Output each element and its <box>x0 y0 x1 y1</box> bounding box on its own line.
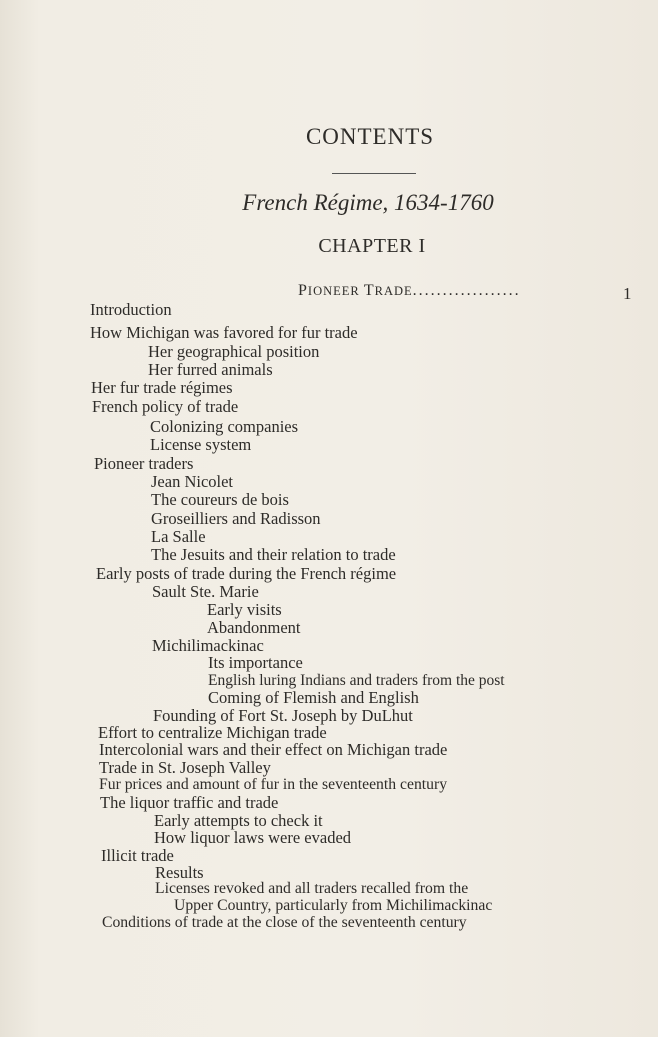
toc-entry: Conditions of trade at the close of the seventeenth century <box>102 914 467 931</box>
toc-entry: La Salle <box>151 527 206 546</box>
toc-entry: Abandonment <box>207 618 301 637</box>
heading-rule <box>332 173 416 174</box>
toc-entry: French policy of trade <box>92 397 239 416</box>
toc-entry: Founding of Fort St. Joseph by DuLhut <box>153 706 413 725</box>
toc-entry: Trade in St. Joseph Valley <box>99 758 271 777</box>
toc-entry: The liquor traffic and trade <box>100 793 279 812</box>
toc-entry: Her fur trade régimes <box>91 378 233 397</box>
toc-entry: Upper Country, particularly from Michilimackinac <box>174 897 493 914</box>
toc-entry: Her geographical position <box>148 342 320 361</box>
toc-entry: The Jesuits and their relation to trade <box>151 545 396 564</box>
toc-entry: Jean Nicolet <box>151 472 234 491</box>
toc-entry: Illicit trade <box>101 846 174 865</box>
toc-entry: Intercolonial wars and their effect on Michigan trade <box>99 740 448 759</box>
chapter-title: PIONEER TRADE.................. <box>298 282 521 299</box>
toc-entry: Results <box>155 863 204 882</box>
toc-entry: Pioneer traders <box>94 454 194 473</box>
toc-entry: Coming of Flemish and English <box>208 688 419 707</box>
contents-heading: CONTENTS <box>305 124 435 149</box>
toc-entry: Her furred animals <box>148 360 273 379</box>
toc-entry: Early visits <box>207 600 282 619</box>
toc-entry: The coureurs de bois <box>151 490 289 509</box>
toc-entry: How Michigan was favored for fur trade <box>90 323 358 342</box>
toc-entry: How liquor laws were evaded <box>154 828 352 847</box>
chapter-page-number: 1 <box>623 284 632 303</box>
toc-entry: English luring Indians and traders from the post <box>208 672 505 689</box>
toc-entry: Sault Ste. Marie <box>152 582 259 601</box>
regime-title: French Régime, 1634-1760 <box>242 190 494 215</box>
toc-entry: Its importance <box>208 653 303 672</box>
toc-entry: Fur prices and amount of fur in the seventeenth century <box>99 776 448 793</box>
toc-entry: Early attempts to check it <box>154 811 323 830</box>
toc-entry: License system <box>150 435 252 454</box>
toc-entry: Introduction <box>90 300 172 319</box>
chapter-label: CHAPTER I <box>318 235 426 257</box>
toc-entry: Groseilliers and Radisson <box>151 509 321 528</box>
toc-entry: Early posts of trade during the French régime <box>96 564 397 583</box>
toc-entry: Colonizing companies <box>150 417 299 436</box>
toc-entry: Effort to centralize Michigan trade <box>98 723 327 742</box>
toc-entry: Licenses revoked and all traders recalled from the <box>155 880 469 897</box>
dot-leader: .................. <box>412 282 521 299</box>
toc-entry: Michilimackinac <box>152 636 264 655</box>
